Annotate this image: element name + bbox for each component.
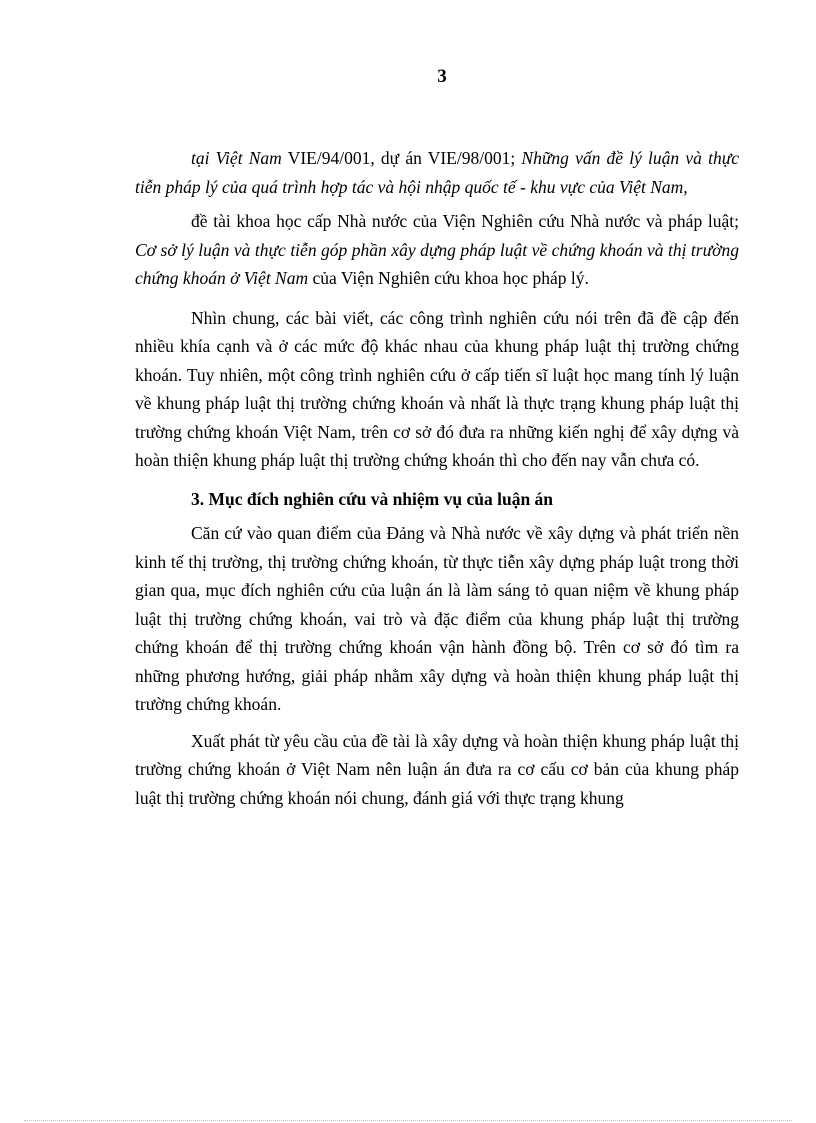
topic-intro: đề tài khoa học cấp Nhà nước của Viện Nghiên cứu Nhà nước và pháp luật; — [191, 211, 739, 231]
section-heading: 3. Mục đích nghiên cứu và nhiệm vụ của luận án — [191, 488, 554, 509]
page-number: 3 — [437, 66, 447, 87]
italic-title: Những vấn đề lý luận và thực tiễn pháp lý của quá trình hợp tác và hội nhập quốc tế - khu vực của Việt Nam, — [135, 148, 740, 197]
page-bottom-divider — [24, 1120, 792, 1121]
paragraph-research-topics — [135, 207, 739, 293]
topic-source: của Viện Nghiên cứu khoa học pháp lý. — [308, 268, 589, 288]
paragraph-tasks: Xuất phát từ yêu cầu của đề tài là xây dựng và hoàn thiện khung pháp luật thị trường chứng khoán ở Việt Nam nên luận án đưa ra cơ cấu cơ bản của khung pháp luật thị trường chứng khoán nói chung, đánh giá với thực trạng khung — [135, 730, 739, 808]
project-codes: VIE/94/001, dự án VIE/98/001; — [281, 148, 522, 168]
italic-text: tại Việt Nam — [191, 148, 282, 168]
paragraph-overview: Nhìn chung, các bài viết, các công trình nghiên cứu nói trên đã đề cập đến nhiều khía cạnh và ở các mức độ khác nhau của khung pháp luật thị trường chứng khoán. Tuy nhiên, một công trình nghiên cứu ở cấp tiến sĩ luật học mang tính lý luận về khung pháp luật thị trường chứng khoán và nhất là thực trạng khung pháp luật thị trường chứng khoán Việt Nam, trên cơ sở đó đưa ra những kiến nghị để xây dựng và hoàn thiện khung pháp luật thị trường chứng khoán thì cho đến nay vẫn chưa có. — [135, 307, 739, 470]
document-body — [135, 144, 739, 812]
paragraph-purpose: Căn cứ vào quan điểm của Đảng và Nhà nước về xây dựng và phát triển nền kinh tế thị trường, thị trường chứng khoán, từ thực tiễn xây dựng pháp luật trong thời gian qua, mục đích nghiên cứu của luận án là làm sáng tỏ quan niệm về khung pháp luật thị trường chứng khoán, vai trò và đặc điểm của khung pháp luật thị trường chứng khoán để thị trường chứng khoán vận hành đồng bộ. Trên cơ sở đó tìm ra những phương hướng, giải pháp nhằm xây dựng và hoàn thiện khung pháp luật thị trường chứng khoán. — [135, 523, 739, 714]
paragraph-projects — [135, 144, 739, 201]
italic-title: Cơ sở lý luận và thực tiễn góp phần xây dựng pháp luật về chứng khoán và thị trường chứng khoán ở Việt Nam — [135, 239, 739, 288]
